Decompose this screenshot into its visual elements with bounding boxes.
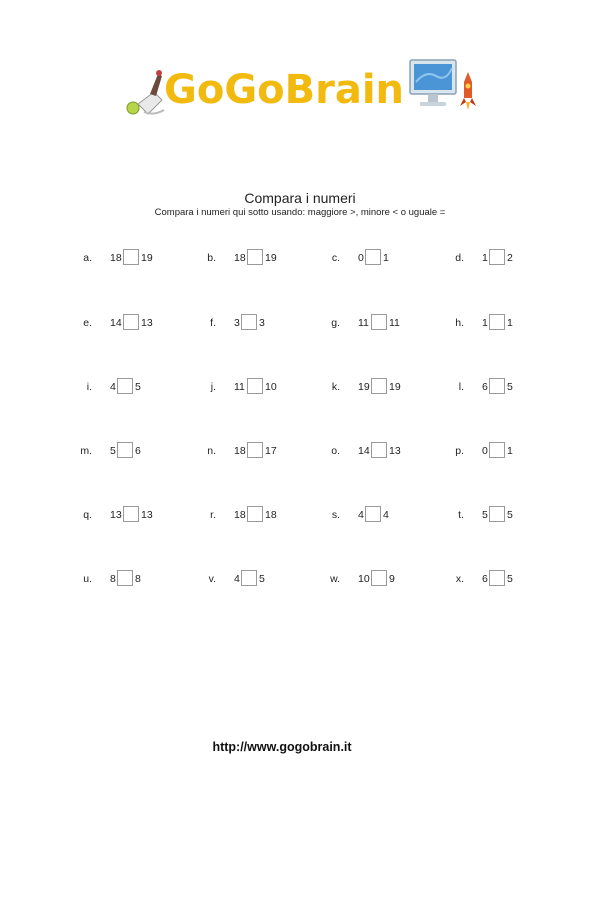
right-number: 1: [383, 252, 389, 264]
answer-box[interactable]: [489, 249, 505, 265]
right-number: 13: [141, 509, 153, 521]
left-number: 0: [358, 252, 364, 264]
right-number: 19: [265, 252, 277, 264]
answer-box[interactable]: [489, 506, 505, 522]
answer-box[interactable]: [489, 314, 505, 330]
right-number: 5: [507, 509, 513, 521]
answer-box[interactable]: [247, 442, 263, 458]
website-url[interactable]: http://www.gogobrain.it: [212, 740, 352, 754]
answer-box[interactable]: [117, 442, 133, 458]
item-label: u.: [83, 573, 92, 585]
left-number: 13: [110, 509, 122, 521]
answer-box[interactable]: [371, 442, 387, 458]
right-number: 19: [389, 381, 401, 393]
left-number: 1: [482, 252, 488, 264]
right-number: 13: [141, 317, 153, 329]
answer-box[interactable]: [371, 314, 387, 330]
answer-box[interactable]: [371, 378, 387, 394]
item-label: n.: [207, 445, 216, 457]
answer-box[interactable]: [117, 378, 133, 394]
right-number: 4: [383, 509, 389, 521]
item-label: o.: [331, 445, 340, 457]
left-number: 4: [358, 509, 364, 521]
item-label: t.: [458, 509, 464, 521]
item-label: f.: [210, 317, 216, 329]
item-label: i.: [86, 381, 92, 393]
right-number: 9: [389, 573, 395, 585]
logo-wordmark: GoGoBrain: [164, 67, 405, 113]
right-number: 6: [135, 445, 141, 457]
comparison-item: [458, 505, 578, 525]
answer-box[interactable]: [123, 506, 139, 522]
left-number: 19: [358, 381, 370, 393]
left-number: 3: [234, 317, 240, 329]
answer-box[interactable]: [247, 506, 263, 522]
answer-box[interactable]: [489, 378, 505, 394]
right-number: 18: [265, 509, 277, 521]
left-number: 4: [234, 573, 240, 585]
item-label: b.: [207, 252, 216, 264]
comparison-item: [455, 569, 578, 589]
comparison-item: [455, 248, 578, 268]
answer-box[interactable]: [365, 506, 381, 522]
answer-box[interactable]: [489, 570, 505, 586]
left-number: 18: [234, 445, 246, 457]
comparison-item: [455, 441, 578, 461]
right-number: 3: [259, 317, 265, 329]
left-number: 18: [110, 252, 122, 264]
left-number: 14: [110, 317, 122, 329]
item-label: q.: [83, 509, 92, 521]
left-number: 4: [110, 381, 116, 393]
item-label: x.: [455, 573, 464, 585]
worksheet-title: Compara i numeri: [244, 190, 356, 206]
right-number: 1: [507, 445, 513, 457]
answer-box[interactable]: [247, 378, 263, 394]
right-number: 5: [507, 573, 513, 585]
left-number: 8: [110, 573, 116, 585]
item-label: m.: [80, 445, 92, 457]
right-number: 5: [259, 573, 265, 585]
right-number: 2: [507, 252, 513, 264]
worksheet-instructions: Compara i numeri qui sotto usando: maggiore >, minore < o uguale =: [154, 207, 446, 218]
item-label: h.: [455, 317, 464, 329]
item-label: a.: [83, 252, 92, 264]
item-label: v.: [208, 573, 216, 585]
answer-box[interactable]: [247, 249, 263, 265]
right-number: 13: [389, 445, 401, 457]
left-number: 5: [110, 445, 116, 457]
right-number: 5: [507, 381, 513, 393]
left-number: 5: [482, 509, 488, 521]
left-number: 11: [234, 381, 245, 393]
answer-box[interactable]: [371, 570, 387, 586]
item-label: l.: [458, 381, 464, 393]
left-number: 10: [358, 573, 370, 585]
right-number: 17: [265, 445, 277, 457]
item-label: d.: [455, 252, 464, 264]
answer-box[interactable]: [241, 314, 257, 330]
item-label: j.: [210, 381, 216, 393]
answer-box[interactable]: [489, 442, 505, 458]
left-number: 6: [482, 573, 488, 585]
right-number: 11: [389, 317, 400, 329]
answer-box[interactable]: [365, 249, 381, 265]
right-number: 8: [135, 573, 141, 585]
item-label: p.: [455, 445, 464, 457]
left-number: 0: [482, 445, 488, 457]
left-number: 6: [482, 381, 488, 393]
right-number: 1: [507, 317, 513, 329]
item-label: k.: [331, 381, 340, 393]
answer-box[interactable]: [123, 314, 139, 330]
answer-box[interactable]: [123, 249, 139, 265]
right-number: 19: [141, 252, 153, 264]
answer-box[interactable]: [241, 570, 257, 586]
left-number: 11: [358, 317, 369, 329]
item-label: g.: [331, 317, 340, 329]
left-number: 14: [358, 445, 370, 457]
item-label: s.: [331, 509, 340, 521]
comparison-item: [455, 313, 578, 333]
comparison-item: [458, 377, 578, 397]
item-label: c.: [331, 252, 340, 264]
item-label: r.: [210, 509, 216, 521]
left-number: 18: [234, 252, 246, 264]
left-number: 1: [482, 317, 488, 329]
answer-box[interactable]: [117, 570, 133, 586]
item-label: e.: [83, 317, 92, 329]
left-number: 18: [234, 509, 246, 521]
right-number: 10: [265, 381, 277, 393]
item-label: w.: [330, 573, 340, 585]
right-number: 5: [135, 381, 141, 393]
